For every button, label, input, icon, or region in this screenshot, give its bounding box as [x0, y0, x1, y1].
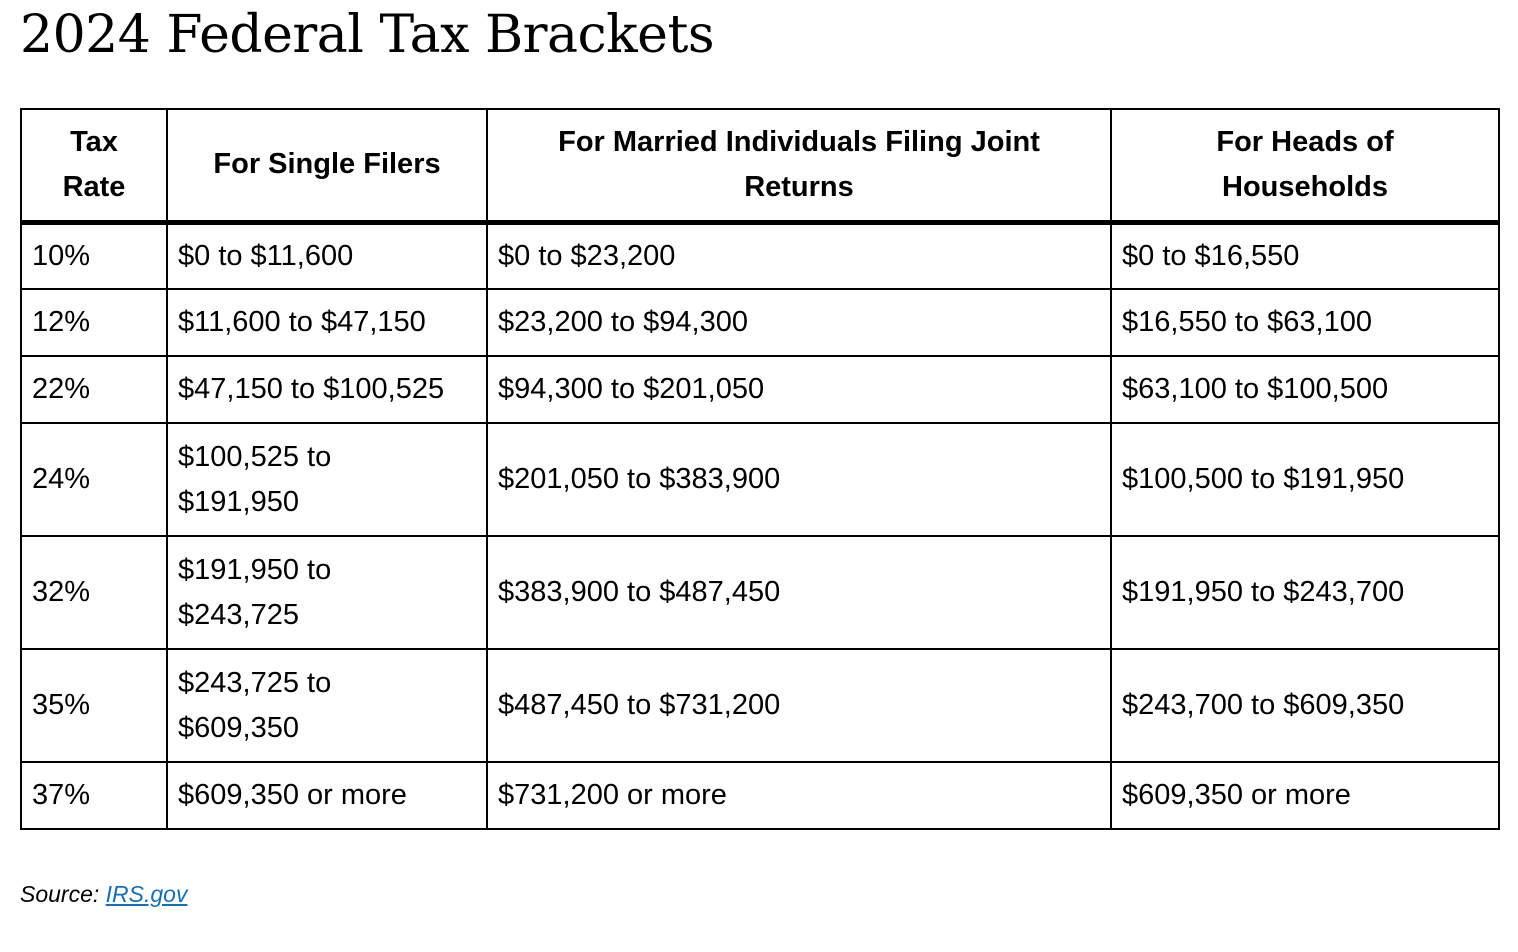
table-row	[21, 222, 1499, 289]
cell-head-of-household: $16,550 to $63,100	[1111, 289, 1499, 356]
cell-single: $100,525 to $191,950	[167, 423, 487, 536]
cell-head-of-household: $0 to $16,550	[1111, 222, 1499, 289]
table-row	[21, 423, 1499, 536]
cell-married-joint: $201,050 to $383,900	[487, 423, 1111, 536]
header-heads-of-households: For Heads of Households	[1111, 109, 1499, 222]
cell-married-joint: $383,900 to $487,450	[487, 536, 1111, 649]
cell-married-joint: $0 to $23,200	[487, 222, 1111, 289]
header-tax-rate: Tax Rate	[21, 109, 167, 222]
table-row	[21, 356, 1499, 423]
cell-rate: 35%	[21, 649, 167, 762]
table-row	[21, 289, 1499, 356]
header-married-joint: For Married Individuals Filing Joint Returns	[487, 109, 1111, 222]
cell-head-of-household: $100,500 to $191,950	[1111, 423, 1499, 536]
tax-brackets-table	[20, 108, 1500, 830]
cell-single: $243,725 to $609,350	[167, 649, 487, 762]
cell-single: $0 to $11,600	[167, 222, 487, 289]
cell-rate: 24%	[21, 423, 167, 536]
table-row	[21, 536, 1499, 649]
source-note	[20, 878, 187, 910]
cell-rate: 32%	[21, 536, 167, 649]
cell-single: $11,600 to $47,150	[167, 289, 487, 356]
table-row	[21, 649, 1499, 762]
cell-head-of-household: $243,700 to $609,350	[1111, 649, 1499, 762]
source-label: Source:	[20, 881, 106, 907]
cell-rate: 22%	[21, 356, 167, 423]
cell-single: $609,350 or more	[167, 762, 487, 829]
cell-head-of-household: $191,950 to $243,700	[1111, 536, 1499, 649]
cell-married-joint: $731,200 or more	[487, 762, 1111, 829]
source-link[interactable]: IRS.gov	[105, 881, 188, 907]
page-title: 2024 Federal Tax Brackets	[20, 5, 715, 65]
header-single-filers: For Single Filers	[167, 109, 487, 222]
cell-head-of-household: $63,100 to $100,500	[1111, 356, 1499, 423]
table-header-row	[21, 109, 1499, 222]
table-row	[21, 762, 1499, 829]
cell-married-joint: $94,300 to $201,050	[487, 356, 1111, 423]
cell-rate: 10%	[21, 222, 167, 289]
cell-married-joint: $487,450 to $731,200	[487, 649, 1111, 762]
cell-married-joint: $23,200 to $94,300	[487, 289, 1111, 356]
cell-rate: 37%	[21, 762, 167, 829]
cell-rate: 12%	[21, 289, 167, 356]
cell-single: $47,150 to $100,525	[167, 356, 487, 423]
cell-single: $191,950 to $243,725	[167, 536, 487, 649]
cell-head-of-household: $609,350 or more	[1111, 762, 1499, 829]
